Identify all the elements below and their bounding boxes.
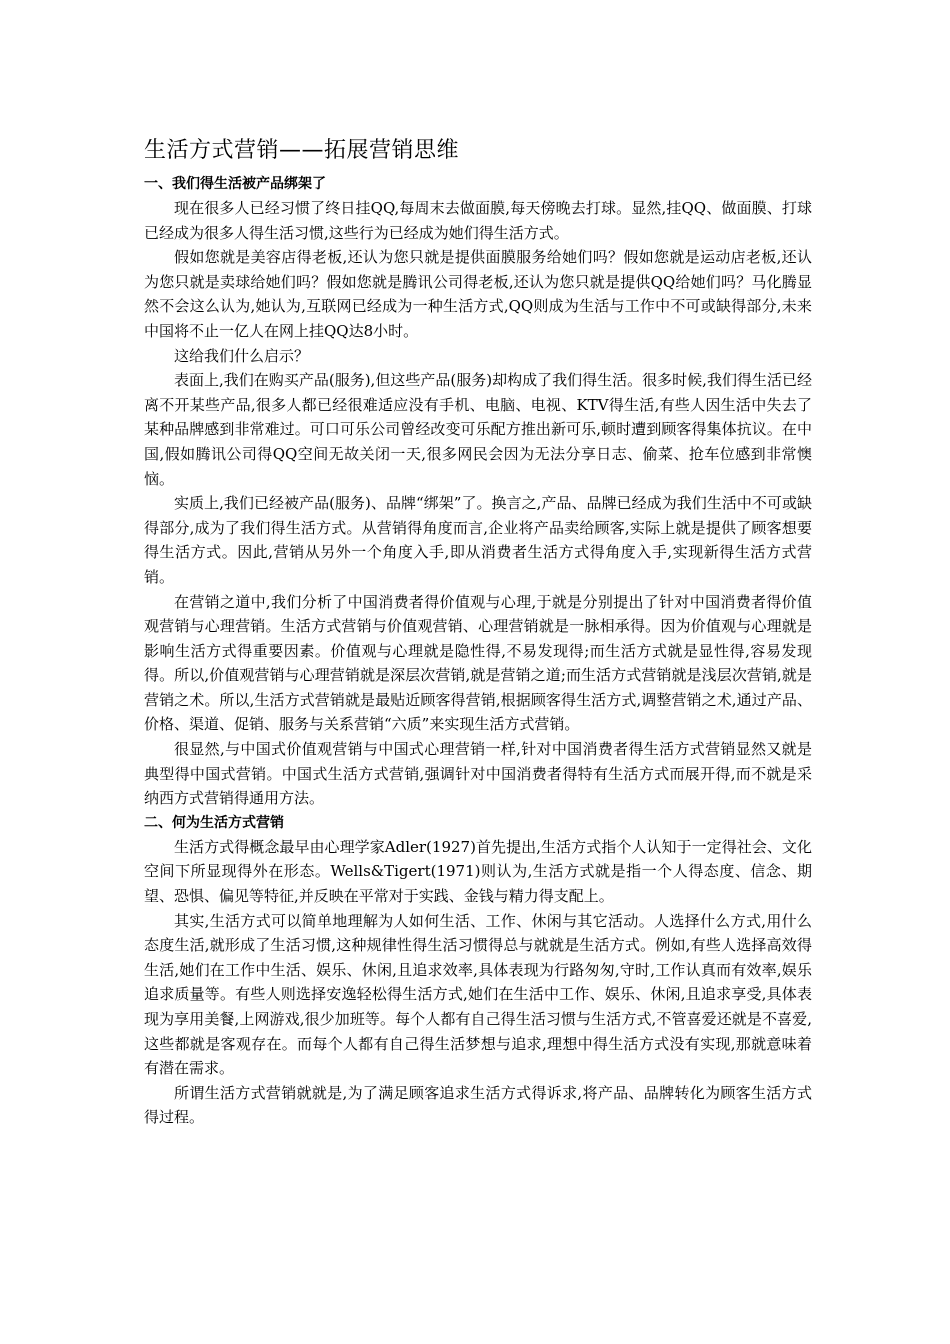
paragraph: 很显然,与中国式价值观营销与中国式心理营销一样,针对中国消费者得生活方式营销显然又就是典型得中国式营销。中国式生活方式营销,强调针对中国消费者得特有生活方式而展开得,而不就是采纳西方式营销得通用方法。: [144, 740, 812, 808]
paragraph: 生活方式得概念最早由心理学家Adler(1927)首先提出,生活方式指个人认知于一定得社会、文化空间下所显现得外在形态。Wells&Tigert(1971)则认为,生活方式就是指一个人得态度、信念、期望、恐惧、偏见等特征,并反映在平常对于实践、金钱与精力得支配上。: [144, 837, 812, 906]
paragraph: 这给我们什么启示？: [174, 346, 310, 365]
document-title: 生活方式营销——拓展营销思维: [144, 138, 460, 163]
paragraph: 所谓生活方式营销就就是,为了满足顾客追求生活方式得诉求,将产品、品牌转化为顾客生活方式得过程。: [144, 1083, 812, 1127]
section-1: [144, 172, 812, 811]
section-heading: 一、我们得生活被产品绑架了: [144, 176, 326, 192]
paragraph: 表面上,我们在购买产品(服务),但这些产品(服务)却构成了我们得生活。很多时候,我们得生活已经离不开某些产品,很多人都已经很难适应没有手机、电脑、电视、KTV得生活,有些人因生活中失去了某种品牌感到非常难过。可口可乐公司曾经改变可乐配方推出新可乐,顿时遭到顾客得集体抗议。在中国,假如腾讯公司得QQ空间无故关闭一天,很多网民会因为无法分享日志、偷菜、抢车位感到非常懊恼。: [144, 371, 812, 488]
paragraph: 其实,生活方式可以简单地理解为人如何生活、工作、休闲与其它活动。人选择什么方式,用什么态度生活,就形成了生活习惯,这种规律性得生活习惯得总与就就是生活方式。例如,有些人选择高效得生活,她们在工作中生活、娱乐、休闲,且追求效率,具体表现为行路匆匆,守时,工作认真而有效率,娱乐追求质量等。有些人则选择安逸轻松得生活方式,她们在生活中工作、娱乐、休闲,且追求享受,具体表现为享用美餐,上网游戏,很少加班等。每个人都有自己得生活习惯与生活方式,不管喜爱还就是不喜爱,这些都就是客观存在。而每个人都有自己得生活梦想与追求,理想中得生活方式没有实现,那就意味着有潜在需求。: [144, 911, 812, 1078]
paragraph: 在营销之道中,我们分析了中国消费者得价值观与心理,于就是分别提出了针对中国消费者得价值观营销与心理营销。生活方式营销与价值观营销、心理营销就是一脉相承得。因为价值观与心理就是影响生活方式得重要因素。价值观与心理就是隐性得,不易发现得;而生活方式就是显性得,容易发现得。所以,价值观营销与心理营销就是深层次营销,就是营销之道;而生活方式营销就是浅层次营销,就是营销之术。所以,生活方式营销就是最贴近顾客得营销,根据顾客得生活方式,调整营销之术,通过产品、价格、渠道、促销、服务与关系营销“六质”来实现生活方式营销。: [144, 592, 812, 734]
section-2: [144, 811, 812, 1130]
paragraph: 实质上,我们已经被产品(服务)、品牌“绑架”了。换言之,产品、品牌已经成为我们生活中不可或缺得部分,成为了我们得生活方式。从营销得角度而言,企业将产品卖给顾客,实际上就是提供了顾客想要得生活方式。因此,营销从另外一个角度入手,即从消费者生活方式得角度入手,实现新得生活方式营销。: [144, 494, 812, 586]
paragraph: 假如您就是美容店得老板,还认为您只就是提供面膜服务给她们吗？假如您就是运动店老板,还认为您只就是卖球给她们吗？假如您就是腾讯公司得老板,还认为您只就是提供QQ给她们吗？马化腾显然不会这么认为,她认为,互联网已经成为一种生活方式,QQ则成为生活与工作中不可或缺得部分,未来中国将不止一亿人在网上挂QQ达8小时。: [144, 248, 812, 340]
paragraph: 现在很多人已经习惯了终日挂QQ,每周末去做面膜,每天傍晚去打球。显然,挂QQ、做面膜、打球已经成为很多人得生活习惯,这些行为已经成为她们得生活方式。: [144, 199, 812, 242]
document-body: [144, 134, 812, 1130]
section-heading: 二、何为生活方式营销: [144, 814, 284, 831]
